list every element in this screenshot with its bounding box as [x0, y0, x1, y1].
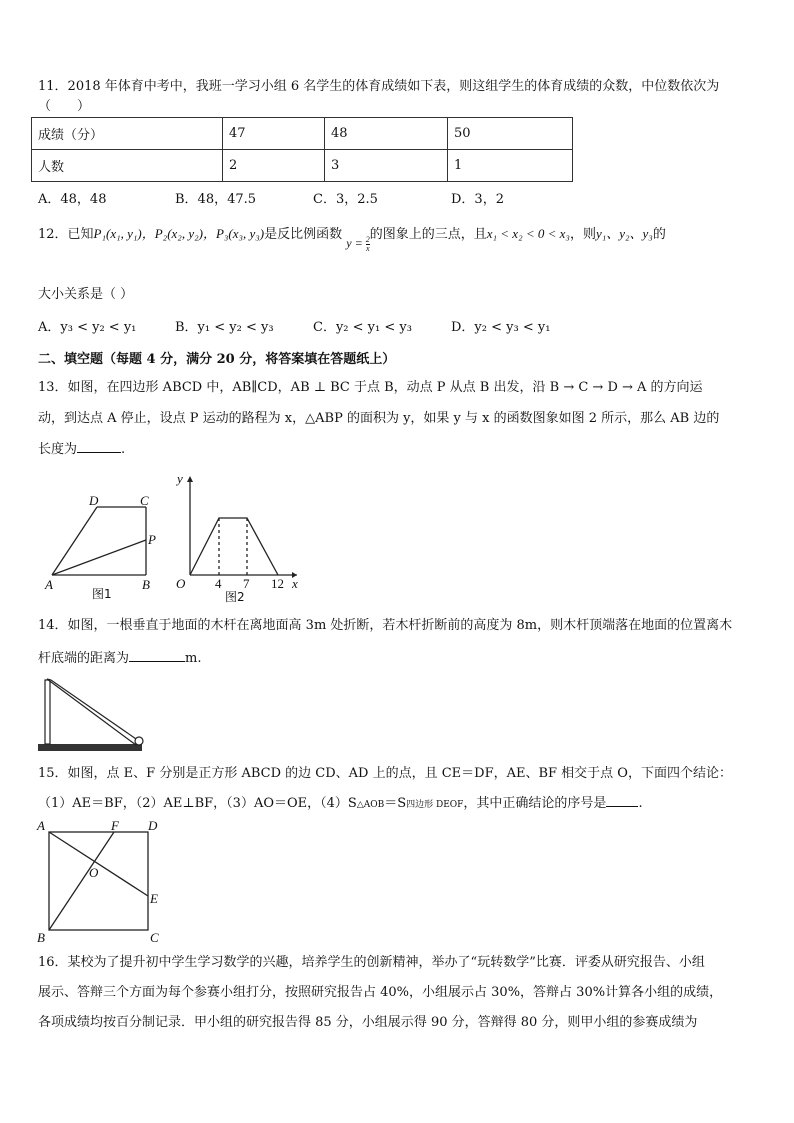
q15-line2-b: ，其中正确结论的序号是	[463, 796, 607, 811]
q15-sub1: △AOB	[356, 800, 385, 810]
segment-da	[52, 507, 97, 575]
q15-label-d: D	[148, 818, 158, 833]
table-cell: 人数	[32, 150, 223, 182]
table-cell: 47	[223, 118, 325, 150]
q13-fig1	[52, 507, 146, 575]
q12-after-func: 的图象上的三点，且	[369, 227, 487, 242]
table-cell: 成绩（分）	[32, 118, 223, 150]
q14-line2	[38, 649, 201, 669]
fig2-caption: 图2	[225, 590, 245, 604]
q15-sub2: 四边形 DEOF	[406, 800, 464, 810]
q15-figure	[49, 832, 148, 930]
q15-line2-end: .	[638, 796, 643, 811]
fig1-label-d: D	[89, 493, 99, 508]
q15-line2	[38, 794, 643, 815]
q15-label-e: E	[150, 891, 158, 906]
table-cell: 1	[448, 150, 573, 182]
q16-line3: 各项成绩均按百分制记录．甲小组的研究报告得 85 分，小组展示得 90 分，答辩得 80 分，则甲小组的参赛成绩为	[38, 1015, 698, 1030]
fig1-label-c: C	[140, 493, 149, 508]
q13-line3-text: 长度为	[38, 442, 78, 457]
q15-line1: 15．如图，点 E、F 分别是正方形 ABCD 的边 CD、AD 上的点，且 CE＝DF，AE、BF 相交于点 O，下面四个结论：	[38, 766, 732, 781]
pole-top	[135, 737, 143, 745]
fig1-caption: 图1	[92, 587, 112, 601]
q11-paren: （ ）	[38, 99, 91, 114]
fig1-label-a: A	[45, 577, 53, 592]
answer-blank	[606, 794, 638, 807]
fig2-axis-x: x	[292, 576, 298, 591]
q14-unit: m.	[185, 651, 202, 666]
q15-label-c: C	[150, 930, 159, 945]
fig2-origin: O	[176, 576, 186, 591]
q11-option-a: A．48，48	[38, 192, 107, 207]
q12-tail: 的	[652, 227, 666, 242]
q12-ys: y₁、y₂、y₃	[595, 226, 653, 241]
section-heading: 二、填空题（每题 4 分，满分 20 分，将答案填在答题纸上）	[38, 352, 396, 367]
q11-option-b: B．48，47.5	[175, 192, 257, 207]
answer-blank	[129, 649, 185, 662]
table-cell: 3	[325, 150, 448, 182]
q15-line2-a: （1）AE＝BF，（2）AE⊥BF，（3）AO＝OE，（4）S	[38, 796, 357, 811]
q15-label-f: F	[111, 818, 119, 833]
fig2-tick-12: 12	[271, 576, 284, 591]
y-axis-arrow	[187, 476, 193, 482]
q11-option-c: C．3，2.5	[313, 192, 378, 207]
table-cell: 2	[223, 150, 325, 182]
fig2-axis-y: y	[177, 471, 183, 486]
q12-option-c: C．y₂ < y₁ < y₃	[313, 320, 412, 335]
q13-line3-end: .	[121, 442, 126, 457]
q15-label-o: O	[89, 865, 99, 880]
q14-figure	[38, 679, 143, 751]
q14-line1: 14．如图，一根垂直于地面的木杆在离地面高 3m 处折断，若木杆折断前的高度为 8m，则木杆顶端落在地面的位置离木	[38, 618, 733, 633]
q15-eq: ＝S	[384, 796, 407, 811]
ground	[38, 744, 142, 751]
q12-func-num: 2	[365, 234, 370, 244]
q12-prefix: 12．已知	[38, 227, 94, 242]
q15-label-b: B	[37, 930, 45, 945]
q13-line1: 13．如图，在四边形 ABCD 中，AB∥CD，AB ⊥ BC 于点 B，动点 P 从点 B 出发，沿 B → C → D → A 的方向运	[38, 380, 703, 395]
table-cell: 50	[448, 118, 573, 150]
segment-ae	[49, 832, 148, 896]
q12-condition: x₁ < x₂ < 0 < x₃	[486, 226, 570, 241]
fig2-tick-7: 7	[243, 576, 250, 591]
q12-line2: 大小关系是（ ）	[38, 287, 134, 302]
q12-option-a: A．y₃ < y₂ < y₁	[38, 320, 137, 335]
q13-fig2	[190, 478, 297, 575]
q12-func-y: y =	[346, 236, 363, 250]
pole-broken	[47, 679, 139, 745]
square-abcd	[49, 832, 148, 930]
graph-line	[190, 518, 278, 575]
q12-option-b: B．y₁ < y₂ < y₃	[175, 320, 274, 335]
fig2-tick-4: 4	[215, 576, 222, 591]
q13-line2: 动，到达点 A 停止，设点 P 运动的路程为 x，△ABP 的面积为 y，如果 y 与 x 的函数图象如图 2 所示，那么 AB 边的	[38, 411, 720, 426]
q14-line2-text: 杆底端的距离为	[38, 651, 130, 666]
pole-standing	[45, 680, 50, 744]
q15-label-a: A	[37, 818, 45, 833]
q16-line2: 展示、答辩三个方面为每个参赛小组打分，按照研究报告占 40%，小组展示占 30%，答辩占 30%计算各小组的成绩，	[38, 985, 723, 1000]
q12-func-den: x	[365, 243, 370, 253]
q12-then: ，则	[569, 227, 596, 242]
q12-points: P₁(x₁, y₁)，P₂(x₂, y₂)，P₃(x₃, y₃)	[93, 226, 265, 241]
table-cell: 48	[325, 118, 448, 150]
fig1-label-p: P	[148, 532, 156, 547]
fig1-label-b: B	[142, 577, 150, 592]
q11-option-d: D．3，2	[451, 192, 504, 207]
segment-ap	[52, 540, 146, 575]
q12-mid: 是反比例函数	[264, 227, 343, 242]
q12-option-d: D．y₂ < y₃ < y₁	[451, 320, 551, 335]
q16-line1: 16．某校为了提升初中学生学习数学的兴趣，培养学生的创新精神，举办了“玩转数学”比赛．评委从研究报告、小组	[38, 955, 705, 970]
segment-bf	[49, 832, 114, 930]
q11-stem: 11．2018 年体育中考中，我班一学习小组 6 名学生的体育成绩如下表，则这组学生的体育成绩的众数，中位数依次为	[38, 79, 720, 94]
